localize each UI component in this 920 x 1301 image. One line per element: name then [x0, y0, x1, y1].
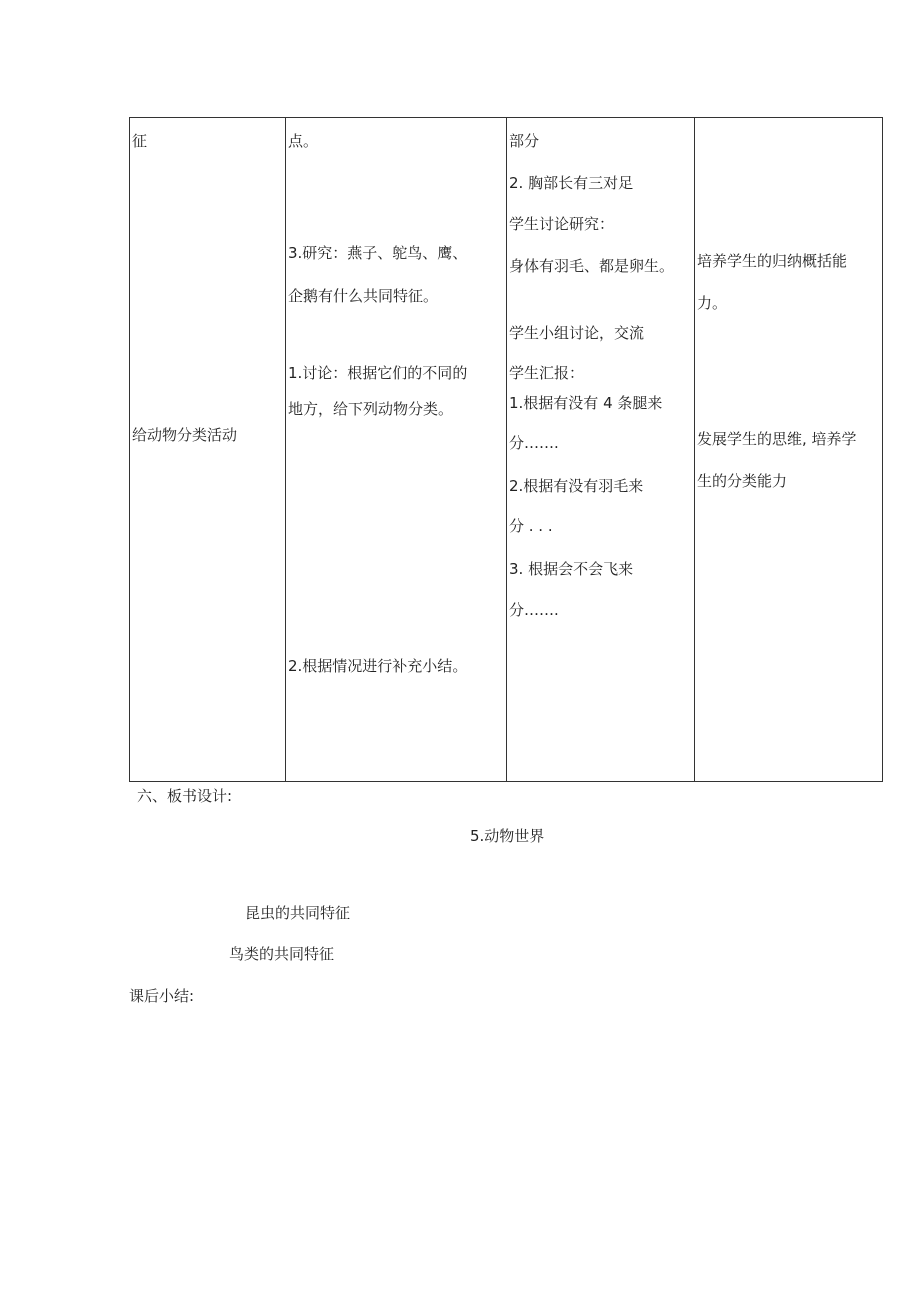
summary-label: 课后小结: [129, 987, 195, 1005]
goal-cell-text: 生的分类能力 [697, 472, 788, 490]
student-cell-text: 分 . . . [509, 517, 553, 535]
student-cell-text: 身体有羽毛、都是卵生。 [509, 257, 675, 275]
activity-cell-text: 给动物分类活动 [132, 426, 238, 444]
teacher-cell-text: 点。 [288, 132, 319, 150]
student-cell-text: 部分 [509, 132, 540, 150]
student-cell-text: 学生讨论研究： [509, 215, 615, 233]
lesson-table [129, 117, 883, 782]
activity-cell-text: 征 [132, 132, 148, 150]
student-cell-text: 3. 根据会不会飞来 [509, 560, 634, 578]
teacher-cell-text: 1.讨论：根据它们的不同的 [288, 364, 468, 382]
student-cell-text: 1.根据有没有 4 条腿来 [509, 394, 663, 412]
goal-cell-text: 培养学生的归纳概括能 [697, 252, 848, 270]
student-cell-text: 2.根据有没有羽毛来 [509, 477, 644, 495]
teacher-cell-text: 企鹅有什么共同特征。 [288, 287, 439, 305]
goal-cell-text: 力。 [697, 294, 728, 312]
student-cell-text: 分……. [509, 434, 559, 452]
board-item: 昆虫的共同特征 [245, 904, 351, 922]
student-cell-text: 学生汇报： [509, 364, 585, 382]
student-cell-text: 学生小组讨论，交流 [509, 324, 645, 342]
goal-cell-text: 发展学生的思维, 培养学 [697, 430, 857, 448]
student-cell-text: 分……. [509, 601, 559, 619]
section-heading: 六、板书设计: [137, 787, 233, 805]
column-divider [506, 118, 507, 781]
board-title: 5.动物世界 [470, 827, 545, 845]
board-item: 鸟类的共同特征 [229, 945, 335, 963]
column-divider [694, 118, 695, 781]
teacher-cell-text: 地方，给下列动物分类。 [288, 400, 454, 418]
teacher-cell-text: 3.研究：燕子、鸵鸟、鹰、 [288, 244, 468, 262]
column-divider [285, 118, 286, 781]
teacher-cell-text: 2.根据情况进行补充小结。 [288, 657, 468, 675]
student-cell-text: 2. 胸部长有三对足 [509, 174, 634, 192]
